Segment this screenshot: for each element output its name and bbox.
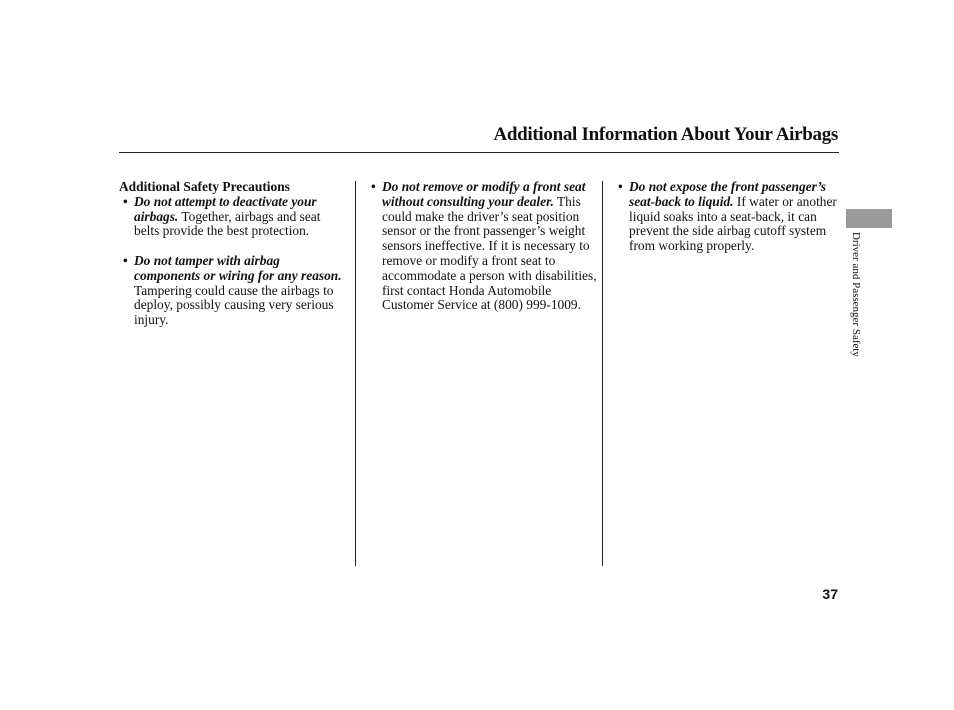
section-side-label: Driver and Passenger Safety <box>850 232 862 357</box>
bullet-item <box>119 254 345 328</box>
column-1 <box>119 180 345 328</box>
bullet-mark: • <box>371 179 376 194</box>
bullet-lead: Do not attempt to deactivate your airbags. <box>134 193 317 224</box>
bullet-item <box>614 180 846 254</box>
title-rule <box>119 152 839 153</box>
bullet-text: Together, airbags and seat belts provide the best protection. <box>134 208 321 239</box>
bullet-item <box>119 195 345 239</box>
section-heading: Additional Safety Precautions <box>119 179 290 194</box>
column-3 <box>614 180 846 254</box>
page-number: 37 <box>822 586 838 602</box>
bullet-item <box>367 180 597 313</box>
bullet-mark: • <box>123 252 128 268</box>
bullet-text: This could make the driver’s seat position sensor or the front passenger’s weight sensors ineffective. If it is necessary to remove or modify a front seat to accommodate a person with disabilities, first contact Honda Automobile Customer Service at (800) 999-1009. <box>382 193 597 313</box>
section-tab <box>846 209 892 228</box>
bullet-lead: Do not expose the front passenger’s seat-back to liquid. <box>629 179 827 209</box>
bullet-lead: Do not tamper with airbag components or wiring for any reason. <box>134 252 342 283</box>
bullet-text: If water or another liquid soaks into a seat-back, it can prevent the side airbag cutoff system from working properly. <box>629 193 837 254</box>
bullet-mark: • <box>618 179 623 194</box>
bullet-lead: Do not remove or modify a front seat without consulting your dealer. <box>382 179 586 209</box>
page-title: Additional Information About Your Airbags <box>493 124 838 145</box>
column-divider <box>602 181 603 566</box>
column-2 <box>367 180 597 313</box>
bullet-mark: • <box>123 193 128 209</box>
column-divider <box>355 181 356 566</box>
bullet-text: Tampering could cause the airbags to deploy, possibly causing very serious injury. <box>134 282 334 328</box>
